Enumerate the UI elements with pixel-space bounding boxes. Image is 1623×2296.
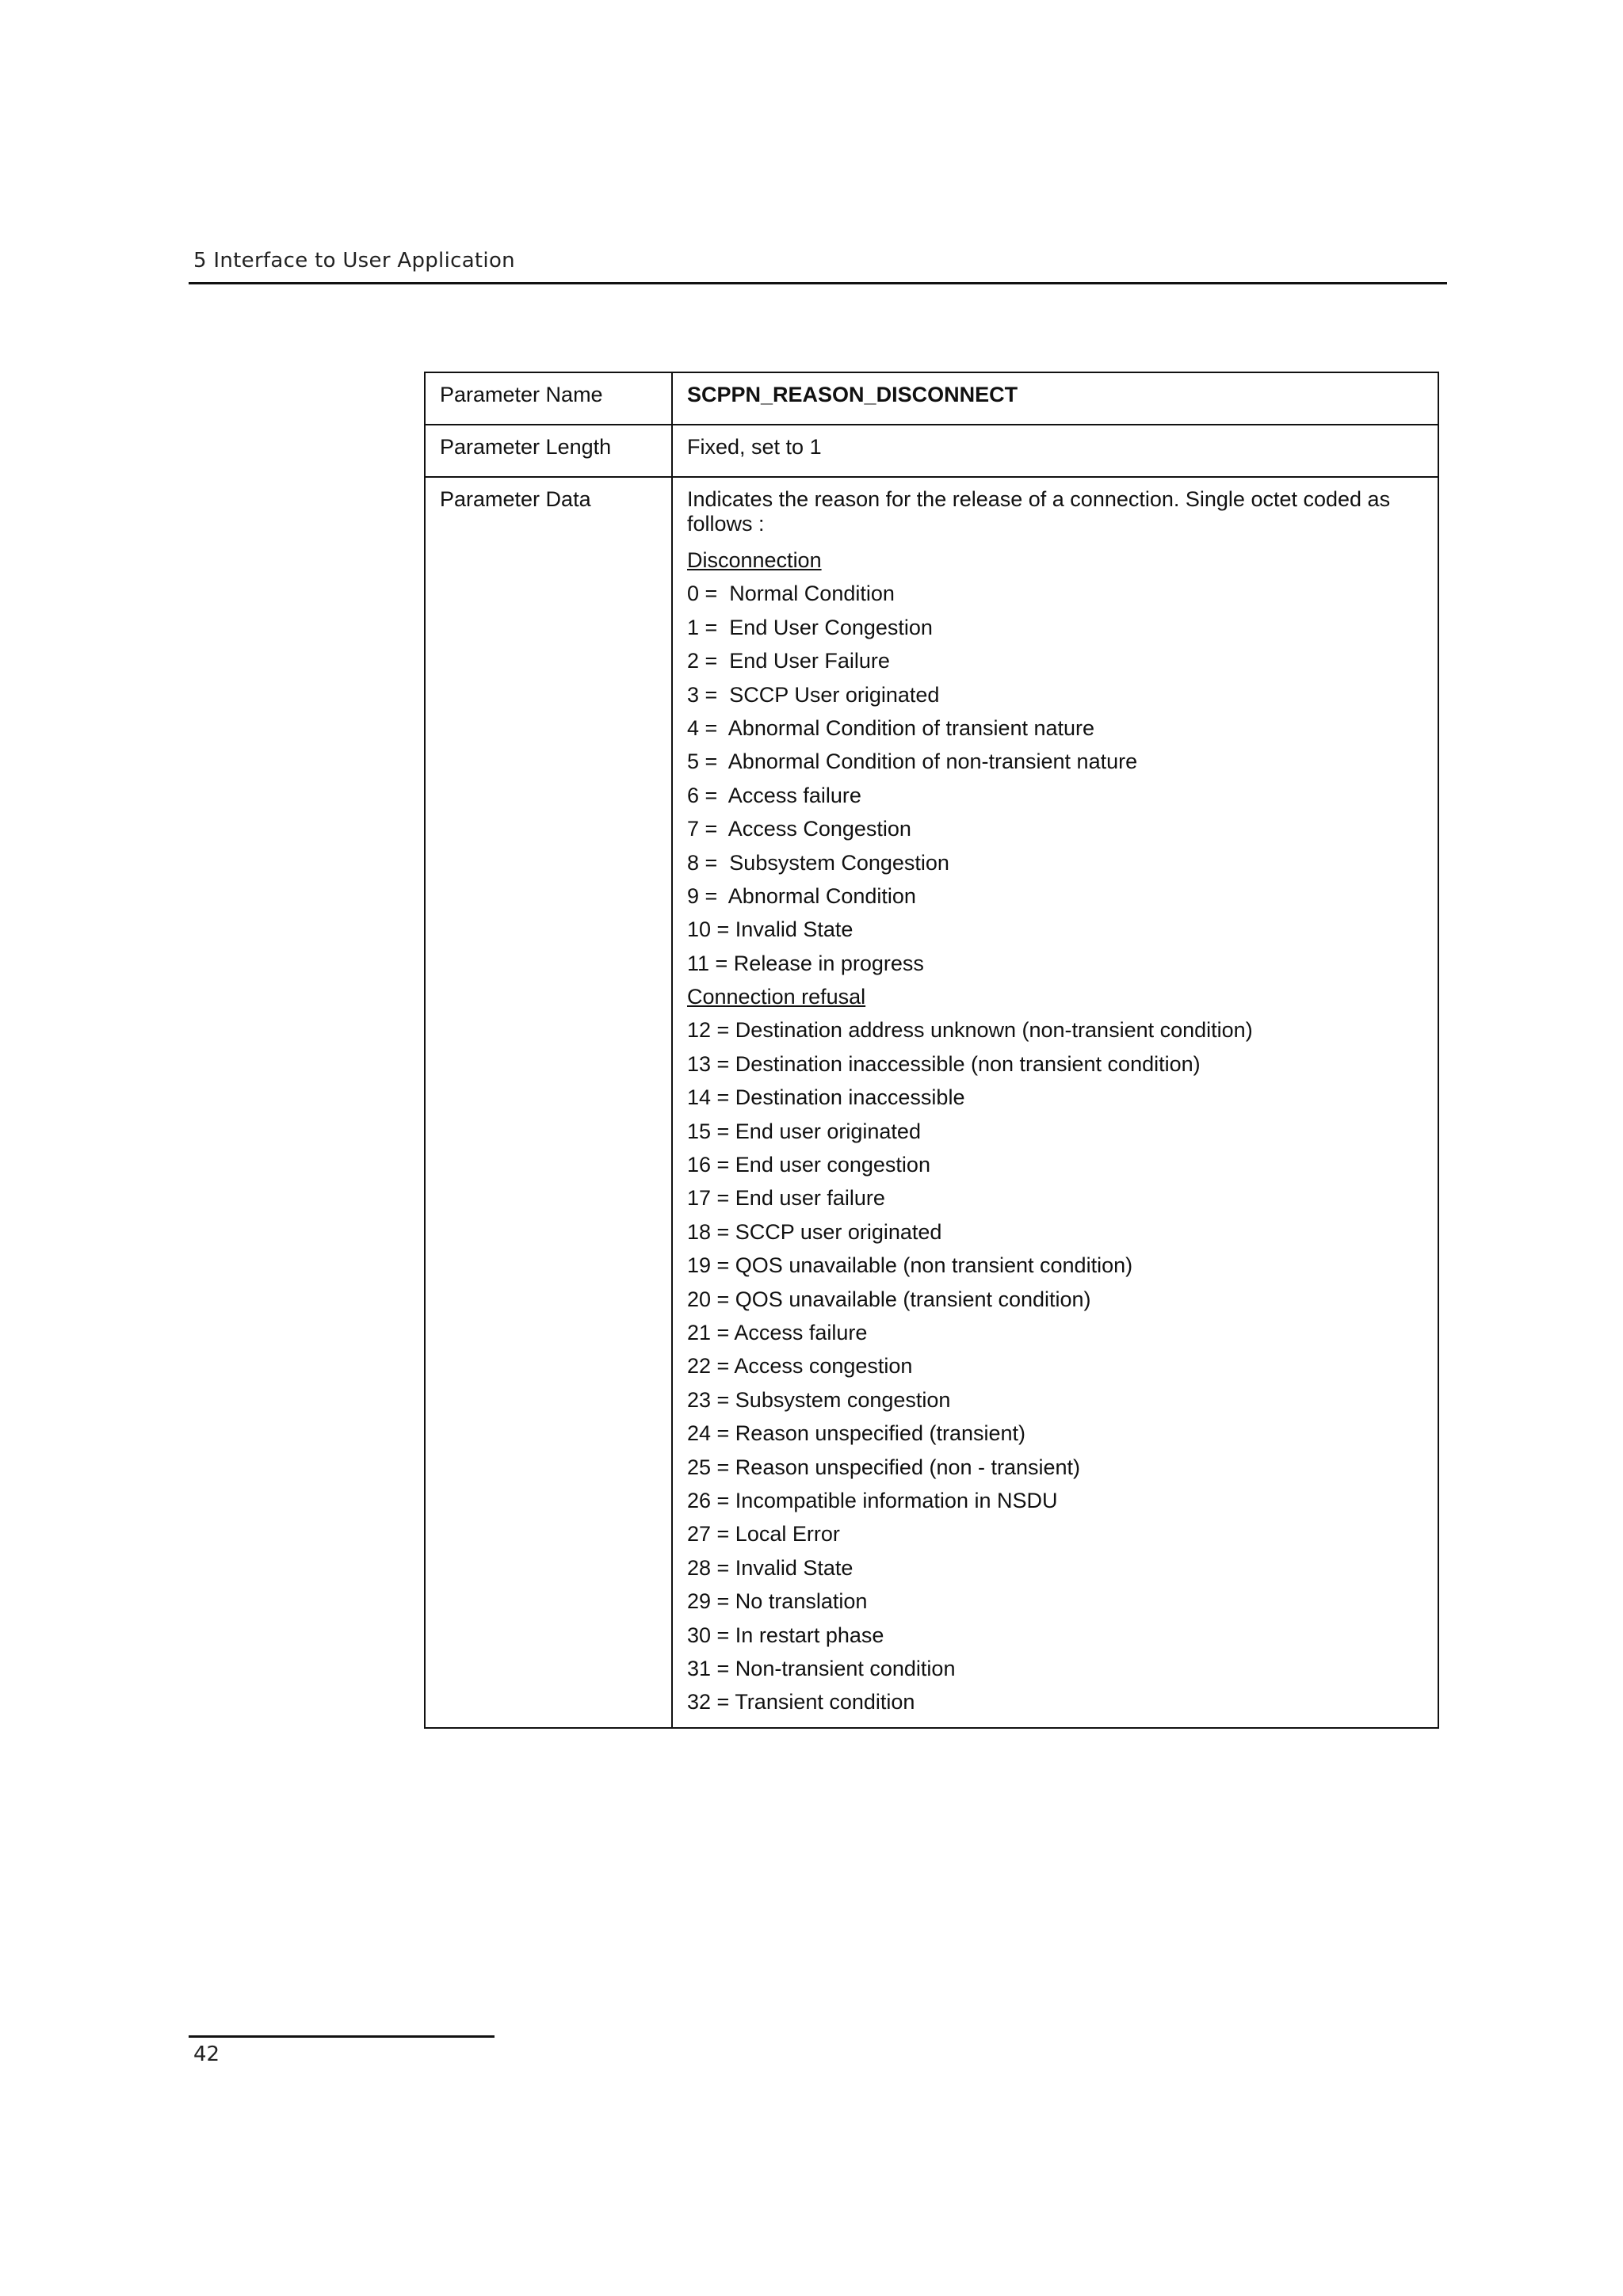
reason-code-item: 16 = End user congestion (687, 1153, 930, 1177)
reason-code-item: 0 = Normal Condition (687, 582, 895, 606)
parameter-length-label: Parameter Length (425, 425, 672, 477)
reason-code-item: 7 = Access Congestion (687, 817, 911, 841)
parameter-name-value: SCPPN_REASON_DISCONNECT (672, 372, 1438, 425)
reason-code-item: 30 = In restart phase (687, 1623, 884, 1647)
reason-code-item: 18 = SCCP user originated (687, 1219, 942, 1244)
reason-code-item: 9 = Abnormal Condition (687, 883, 916, 908)
reason-code-item: 23 = Subsystem congestion (687, 1387, 951, 1412)
reason-code-item: 21 = Access failure (687, 1320, 868, 1344)
reason-code-item: 29 = No translation (687, 1589, 868, 1614)
table-row (425, 477, 1438, 1728)
reason-code-item: 31 = Non-transient condition (687, 1656, 956, 1680)
reason-code-item: 11 = Release in progress (687, 951, 924, 975)
reason-code-item: 27 = Local Error (687, 1522, 840, 1547)
reason-code-item: 32 = Transient condition (687, 1690, 915, 1714)
reason-code-item: 10 = Invalid State (687, 917, 854, 942)
reason-code-item: 17 = End user failure (687, 1186, 885, 1211)
reason-code-item: 5 = Abnormal Condition of non-transient nature (687, 749, 1138, 774)
parameter-data-intro: Indicates the reason for the release of a connection. Single octet coded as follows : (687, 487, 1391, 536)
header-rule (189, 282, 1447, 284)
footer-rule (189, 2035, 495, 2038)
reason-code-item: 19 = QOS unavailable (non transient condition) (687, 1253, 1133, 1278)
reason-code-item: 28 = Invalid State (687, 1555, 854, 1580)
reason-code-item: 13 = Destination inaccessible (non transient condition) (687, 1051, 1201, 1076)
reason-code-item: 1 = End User Congestion (687, 615, 933, 639)
reason-code-item: 15 = End user originated (687, 1119, 921, 1143)
disconnection-code-list (687, 577, 1414, 980)
reason-code-item: 20 = QOS unavailable (transient condition) (687, 1287, 1091, 1311)
reason-code-item: 4 = Abnormal Condition of transient nature (687, 715, 1095, 740)
parameter-data-value (672, 477, 1438, 1728)
reason-code-item: 26 = Incompatible information in NSDU (687, 1488, 1058, 1512)
reason-code-item: 12 = Destination address unknown (non-transient condition) (687, 1018, 1253, 1043)
parameter-length-value: Fixed, set to 1 (672, 425, 1438, 477)
reason-code-item: 3 = SCCP User originated (687, 682, 940, 707)
parameter-data-label: Parameter Data (425, 477, 672, 1728)
table-row (425, 372, 1438, 425)
refusal-code-list (687, 1013, 1414, 1718)
reason-code-item: 14 = Destination inaccessible (687, 1085, 965, 1110)
reason-code-item: 2 = End User Failure (687, 649, 890, 673)
running-header: 5 Interface to User Application (193, 249, 515, 273)
connection-refusal-heading: Connection refusal (687, 985, 866, 1009)
reason-code-item: 6 = Access failure (687, 783, 861, 807)
reason-code-item: 25 = Reason unspecified (non - transient) (687, 1455, 1081, 1479)
reason-code-item: 24 = Reason unspecified (transient) (687, 1421, 1026, 1446)
parameter-name-label: Parameter Name (425, 372, 672, 425)
parameter-table (424, 372, 1439, 1729)
reason-code-item: 8 = Subsystem Congestion (687, 850, 949, 875)
table-row (425, 425, 1438, 477)
reason-code-item: 22 = Access congestion (687, 1354, 913, 1379)
page-number: 42 (193, 2042, 220, 2066)
disconnection-heading: Disconnection (687, 548, 822, 572)
